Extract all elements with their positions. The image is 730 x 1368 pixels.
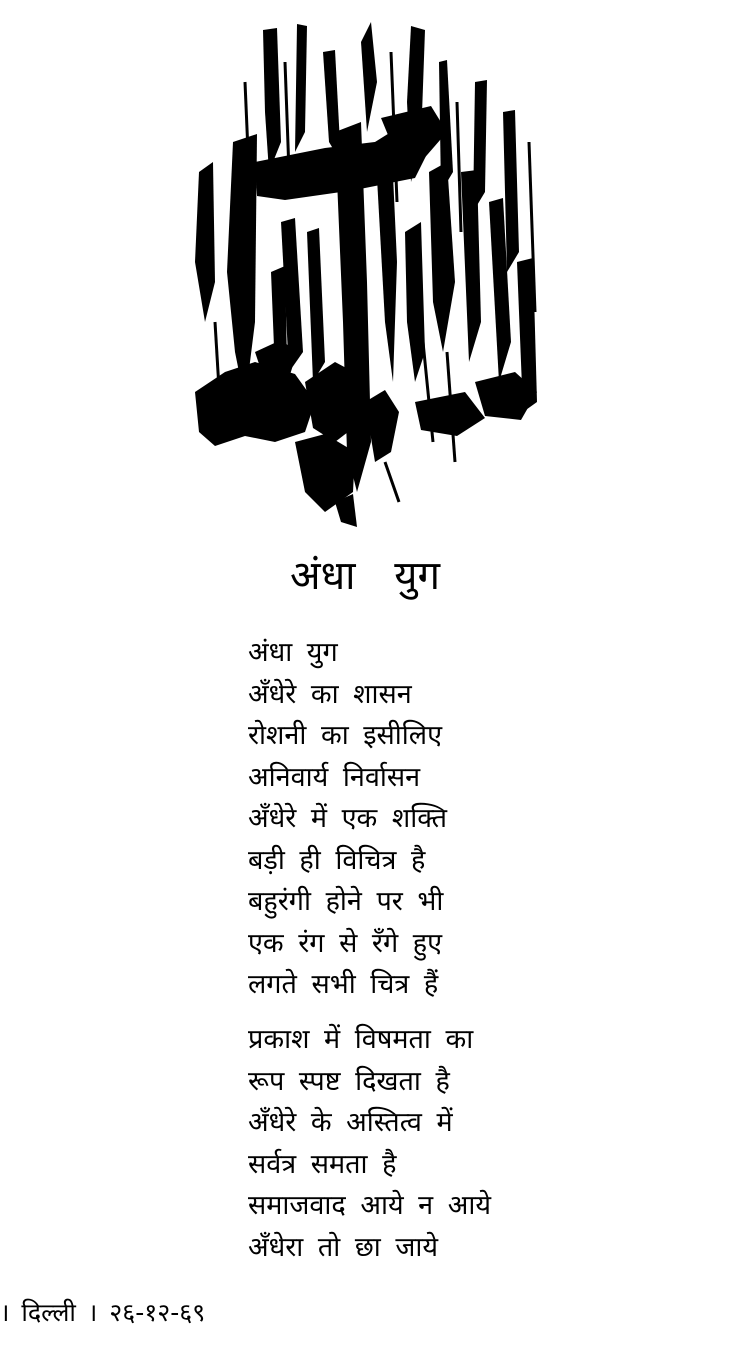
poem-line: प्रकाश में विषमता का [248,1024,474,1055]
poem-stanza-2 [248,1019,491,1268]
poem-line: अँधेरा तो छा जाये [248,1231,439,1263]
poem-line: अँधेरे का शासन [248,678,412,710]
poem-line: अँधेरे के अस्तित्व में [248,1107,453,1138]
poem-stanza-1 [248,632,447,1006]
poem-line: अंधा युग [248,637,338,668]
poem-line: समाजवाद आये न आये [248,1190,492,1221]
poem-title: अंधा युग [290,553,440,599]
poem-line: रोशनी का इसीलिए [248,720,442,751]
poem-line: बहुरंगी होने पर भी [248,886,444,917]
poem-line: एक रंग से रँगे हुए [248,927,443,959]
poem-line: लगते सभी चित्र हैं [248,969,439,1000]
poem-line: बड़ी ही विचित्र है [248,844,426,876]
poem-line: सर्वत्र समता है [248,1148,397,1180]
poem-line: रूप स्पष्ट दिखता है [248,1065,450,1097]
ink-sketch-illustration [185,22,550,527]
place-date-footer: । दिल्ली । २६-१२-६९ [0,1298,206,1327]
poem-line: अनिवार्य निर्वासन [248,761,421,793]
poem-line: अँधेरे में एक शक्ति [248,803,448,834]
